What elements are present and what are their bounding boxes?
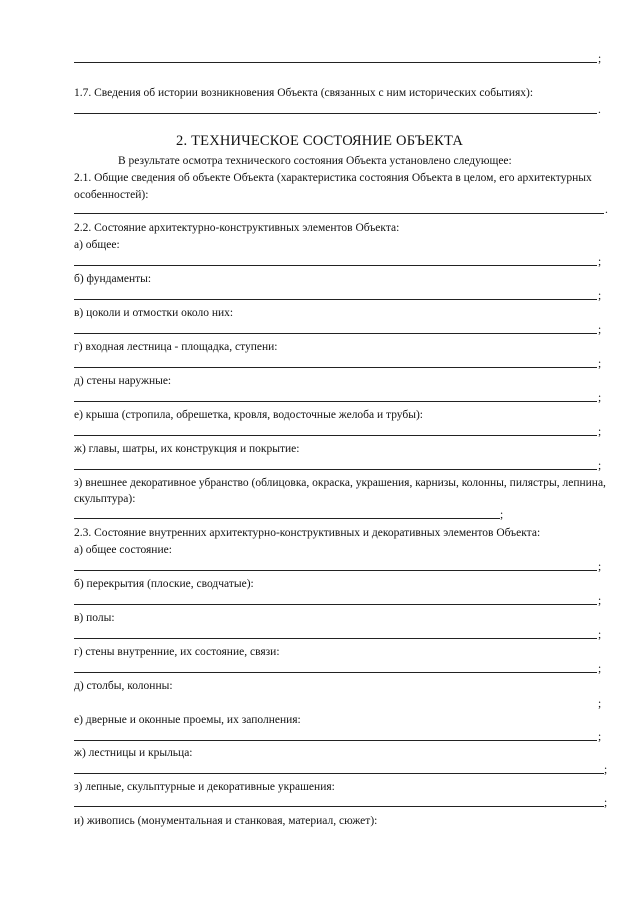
line-end-punct: ; bbox=[598, 595, 602, 607]
item-2-3-zh: ж) лестницы и крыльца: bbox=[74, 747, 193, 759]
answer-line bbox=[74, 299, 597, 300]
item-2-2-a: а) общее: bbox=[74, 239, 120, 251]
line-end-punct: . bbox=[605, 204, 608, 216]
answer-line bbox=[74, 435, 597, 436]
answer-line bbox=[74, 740, 597, 741]
item-2-3-a: а) общее состояние: bbox=[74, 544, 172, 556]
answer-line bbox=[74, 604, 597, 605]
item-2-2-b: б) фундаменты: bbox=[74, 273, 152, 285]
item-2-2-v: в) цоколи и отмостки около них: bbox=[74, 307, 234, 319]
line-end-punct: ; bbox=[598, 290, 602, 302]
answer-line bbox=[74, 518, 500, 519]
section-2-title: 2. ТЕХНИЧЕСКОЕ СОСТОЯНИЕ ОБЪЕКТА bbox=[176, 133, 464, 149]
answer-line bbox=[74, 367, 597, 368]
answer-line bbox=[74, 401, 597, 402]
item-2-2-g: г) входная лестница - площадка, ступени: bbox=[74, 341, 278, 353]
item-2-3-e: е) дверные и оконные проемы, их заполнения: bbox=[74, 714, 301, 726]
line-end-punct: ; bbox=[598, 663, 602, 675]
line-end-punct: ; bbox=[598, 324, 602, 336]
line-end-punct: ; bbox=[598, 731, 602, 743]
line-end-punct: ; bbox=[598, 53, 602, 65]
item-2-3-heading: 2.3. Состояние внутренних архитектурно-конструктивных и декоративных элементов Объекта: bbox=[74, 527, 541, 539]
line-end-punct: ; bbox=[598, 460, 602, 472]
line-end-punct: ; bbox=[604, 764, 608, 776]
item-2-2-z: з) внешнее декоративное убранство (облицовка, окраска, украшения, карнизы, колонны, пилястры, лепнина, bbox=[74, 477, 606, 489]
line-end-punct: ; bbox=[598, 358, 602, 370]
line-end-punct: ; bbox=[598, 629, 602, 641]
answer-line bbox=[74, 213, 604, 214]
line-end-punct: ; bbox=[598, 561, 602, 573]
item-2-3-z: з) лепные, скульптурные и декоративные украшения: bbox=[74, 781, 335, 793]
line-end-punct: ; bbox=[598, 392, 602, 404]
answer-line bbox=[74, 469, 597, 470]
line-end-punct: ; bbox=[604, 797, 608, 809]
line-end-punct: ; bbox=[598, 426, 602, 438]
item-2-1-label: 2.1. Общие сведения об объекте Объекта (характеристика состояния Объекта в целом, его архитектурных bbox=[74, 172, 592, 184]
answer-line bbox=[74, 570, 597, 571]
line-end-punct: . bbox=[598, 104, 601, 116]
item-2-2-e: е) крыша (стропила, обрешетка, кровля, водосточные желоба и трубы): bbox=[74, 409, 424, 421]
item-2-2-d: д) стены наружные: bbox=[74, 375, 172, 387]
item-2-2-heading: 2.2. Состояние архитектурно-конструктивных элементов Объекта: bbox=[74, 222, 400, 234]
line-end-punct: ; bbox=[598, 256, 602, 268]
answer-line bbox=[74, 62, 597, 63]
answer-line bbox=[74, 672, 597, 673]
item-1-7-label: 1.7. Сведения об истории возникновения Объекта (связанных с ним исторических событиях): bbox=[74, 87, 534, 99]
item-2-3-i: и) живопись (монументальная и станковая, материал, сюжет): bbox=[74, 815, 378, 827]
answer-line bbox=[74, 265, 597, 266]
answer-line bbox=[74, 806, 604, 807]
answer-line bbox=[74, 333, 597, 334]
answer-line bbox=[74, 773, 604, 774]
answer-line bbox=[74, 638, 597, 639]
item-2-3-g: г) стены внутренние, их состояние, связи: bbox=[74, 646, 280, 658]
item-2-3-d: д) столбы, колонны: bbox=[74, 680, 173, 692]
answer-line bbox=[74, 113, 597, 114]
section-2-intro: В результате осмотра технического состояния Объекта установлено следующее: bbox=[118, 155, 512, 167]
item-2-3-b: б) перекрытия (плоские, сводчатые): bbox=[74, 578, 254, 590]
item-2-2-z-cont: скульптура): bbox=[74, 493, 136, 505]
line-end-punct: ; bbox=[598, 698, 602, 710]
item-2-1-label-cont: особенностей): bbox=[74, 189, 149, 201]
line-end-punct: ; bbox=[500, 509, 504, 521]
item-2-3-v: в) полы: bbox=[74, 612, 115, 624]
item-2-2-zh: ж) главы, шатры, их конструкция и покрытие: bbox=[74, 443, 300, 455]
